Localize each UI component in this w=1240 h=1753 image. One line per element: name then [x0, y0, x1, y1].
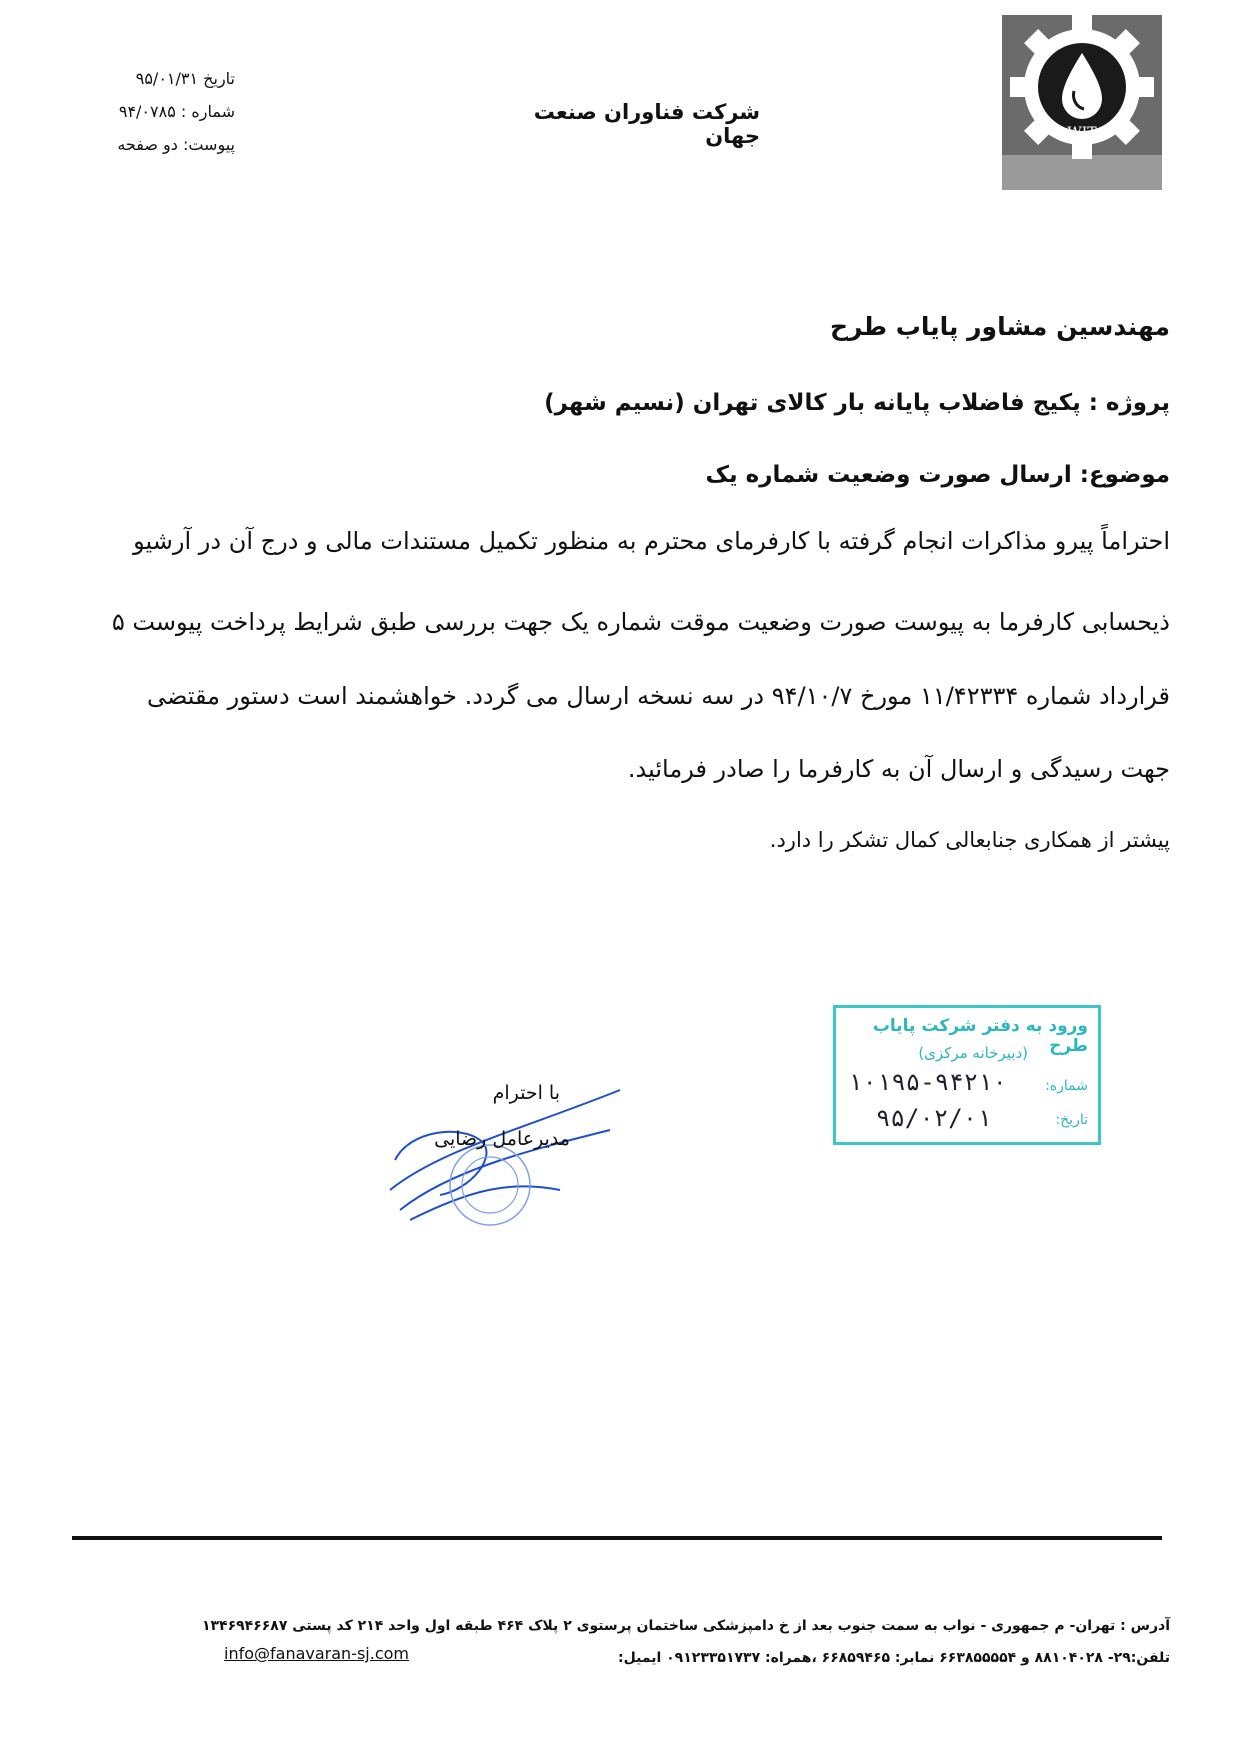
- stamp-number-label: شماره:: [1045, 1078, 1088, 1094]
- stamp-subtitle: (دبیرخانه مرکزی): [918, 1044, 1028, 1062]
- company-logo: [1002, 15, 1162, 190]
- footer-divider: [72, 1536, 1162, 1540]
- receipt-stamp: [833, 1005, 1101, 1145]
- subject-line: موضوع: ارسال صورت وضعیت شماره یک: [705, 462, 1170, 488]
- recipient: مهندسین مشاور پایاب طرح: [829, 312, 1170, 341]
- footer-address: آدرس : تهران- م جمهوری - نواب به سمت جنوب بعد از خ دامپزشکی ساختمان پرستوی ۲ پلاک ۴۶۴ طبقه اول واحد ۲۱۴ کد پستی ۱۳۴۶۹۴۶۶۸۷: [201, 1618, 1170, 1634]
- body-line: ذیحسابی کارفرما به پیوست صورت وضعیت موقت شماره یک جهت بررسی طبق شرایط پرداخت پیوست ۵: [111, 608, 1170, 636]
- stamp-number: ۱۰۱۹۵-۹۴۲۱۰: [848, 1068, 1007, 1096]
- logo-text: WIT: [1067, 125, 1097, 141]
- footer-email-link[interactable]: info@fanavaran-sj.com: [224, 1644, 409, 1663]
- body-line: جهت رسیدگی و ارسال آن به کارفرما را صادر فرمائید.: [627, 755, 1170, 783]
- letter-number: شماره : ۹۴/۰۷۸۵: [118, 102, 235, 121]
- signer-name: مدیرعامل رضایی: [434, 1128, 570, 1150]
- letter-meta: [105, 62, 235, 161]
- letter-attachment: پیوست: دو صفحه: [117, 135, 235, 154]
- company-name: شرکت فناوران صنعت جهان: [533, 100, 760, 148]
- letter-date: تاریخ ۹۵/۰۱/۳۱: [135, 69, 235, 88]
- body-line: احتراماً پیرو مذاکرات انجام گرفته با کارفرمای محترم به منظور تکمیل مستندات مالی و درج آن در آرشیو: [133, 527, 1170, 555]
- stamp-date-label: تاریخ:: [1055, 1112, 1088, 1128]
- stamp-date: ۹۵/۰۲/۰۱: [876, 1104, 992, 1132]
- closing-line: پیشتر از همکاری جنابعالی کمال تشکر را دارد.: [769, 828, 1170, 852]
- regards-text: با احترام: [492, 1082, 560, 1104]
- stamp-title: ورود به دفتر شرکت پایاب طرح: [872, 1016, 1088, 1056]
- footer-phone: تلفن:۲۹- ۸۸۱۰۴۰۲۸ و ۶۶۳۸۵۵۵۵۴ نمابر: ۶۶۸۵۹۴۶۵ ،همراه: ۰۹۱۲۳۳۵۱۷۳۷ ایمیل:: [618, 1650, 1170, 1666]
- project-line: پروژه : پکیج فاضلاب پایانه بار کالای تهران (نسیم شهر): [544, 390, 1170, 416]
- body-line: قرارداد شماره ۱۱/۴۲۳۳۴ مورخ ۹۴/۱۰/۷ در سه نسخه ارسال می گردد. خواهشمند است دستور مقتضی: [146, 682, 1170, 710]
